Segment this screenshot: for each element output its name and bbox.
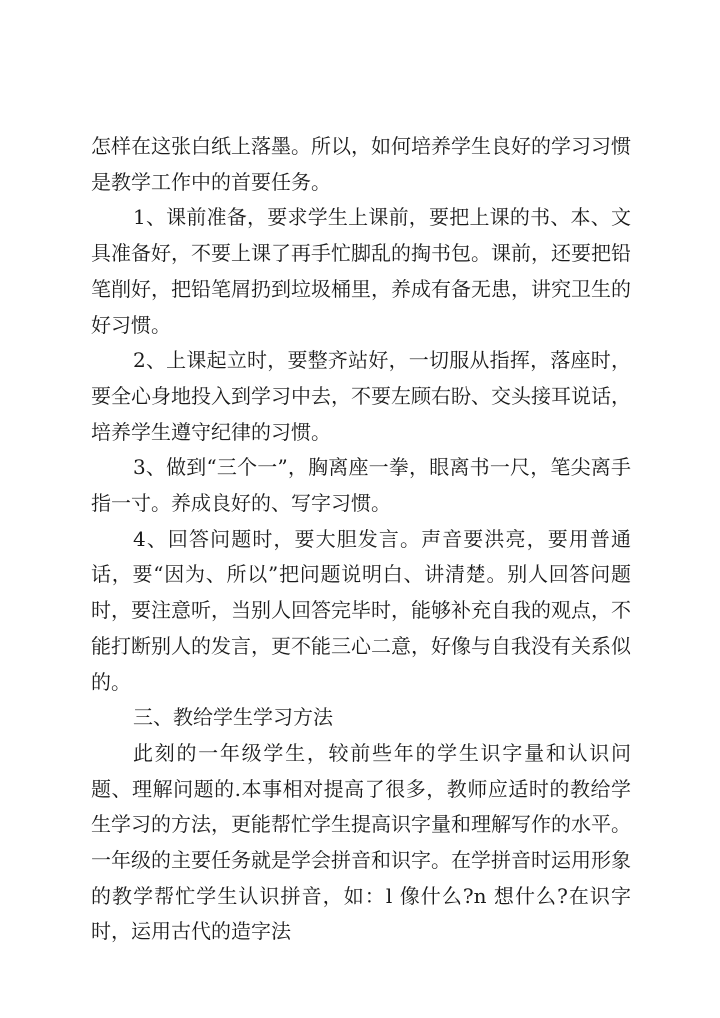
section-heading: 三、教给学生学习方法 — [133, 705, 333, 730]
paragraph-item-3: 3、做到“三个一”，胸离座一拳，眼离书一尺，笔尖离手指一寸。养成良好的、写字习惯。 — [91, 455, 631, 516]
paragraph-item-4: 4、回答问题时，要大胆发言。声音要洪亮，要用普通话，要“因为、所以”把问题说明白、讲清楚。别人回答问题时，要注意听，当别人回答完毕时，能够补充自我的观点，不能打断别人的发言，更不能三心二意，好像与自我没有关系似的。 — [91, 526, 631, 694]
document-body — [91, 129, 631, 950]
paragraph-learning-methods: 此刻的一年级学生，较前些年的学生识字量和认识问题、理解问题的.本事相对提高了很多，教师应适时的教给学生学习的方法，更能帮忙学生提高识字量和理解写作的水平。一年级的主要任务就是学会拼音和识字。在学拼音时运用形象的教学帮忙学生认识拼音，如：l 像什么?n 想什么?在识字时，运用古代的造字法 — [91, 740, 631, 944]
paragraph-item-1: 1、课前准备，要求学生上课前，要把上课的书、本、文具准备好，不要上课了再手忙脚乱的掏书包。课前，还要把铅笔削好，把铅笔屑扔到垃圾桶里，养成有备无患，讲究卫生的好习惯。 — [91, 205, 631, 337]
paragraph-continuation: 怎样在这张白纸上落墨。所以，如何培养学生良好的学习习惯是教学工作中的首要任务。 — [91, 134, 631, 194]
paragraph-item-2: 2、上课起立时，要整齐站好，一切服从指挥，落座时，要全心身地投入到学习中去，不要左顾右盼、交头接耳说话，培养学生遵守纪律的习惯。 — [91, 348, 631, 444]
